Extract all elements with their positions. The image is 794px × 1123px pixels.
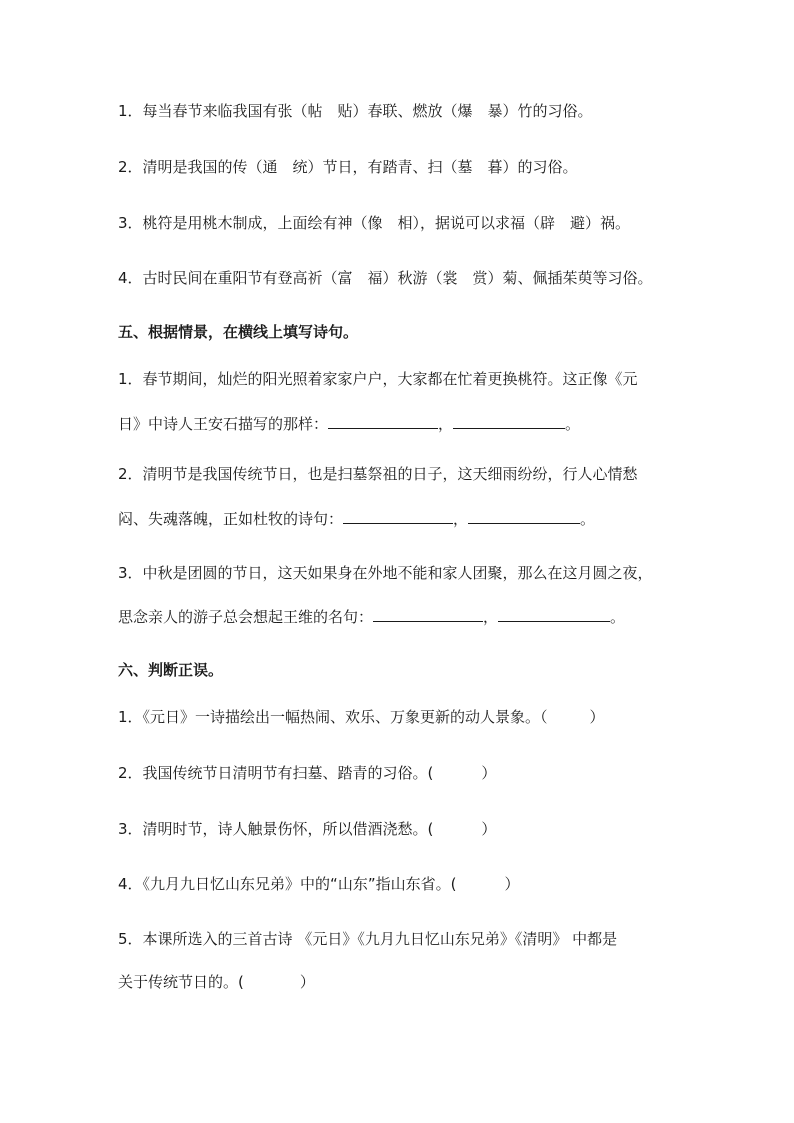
poem-fill-question-3-line1: 3．中秋是团圆的节日，这天如果身在外地不能和家人团聚，那么在这月圆之夜，: [118, 564, 653, 582]
true-false-question-5-line1: 5．本课所选入的三首古诗 《元日》《九月九日忆山东兄弟》《清明》 中都是: [118, 930, 618, 948]
char-choice-question-4: 4．古时民间在重阳节有登高祈（富 福）秋游（裳 赏）菊、佩插茱萸等习俗。: [118, 269, 653, 287]
poem-answer-blank[interactable]: [343, 508, 453, 524]
true-false-question-5-line2: 关于传统节日的。( ）: [118, 973, 315, 991]
poem-fill-question-1-line1: 1．春节期间，灿烂的阳光照着家家户户，大家都在忙着更换桃符。这正像《元: [118, 370, 638, 388]
poem-fill-question-3-line2: 思念亲人的游子总会想起王维的名句： ， 。: [118, 608, 626, 626]
true-false-question-3: 3．清明时节，诗人触景伤怀，所以借酒浇愁。( ）: [118, 820, 497, 838]
poem-answer-blank[interactable]: [498, 606, 610, 622]
poem-fill-question-2-line1: 2．清明节是我国传统节日，也是扫墓祭祖的日子，这天细雨纷纷，行人心情愁: [118, 465, 638, 483]
poem-answer-blank[interactable]: [468, 508, 580, 524]
poem-answer-blank[interactable]: [373, 606, 483, 622]
char-choice-question-2: 2．清明是我国的传（通 统）节日，有踏青、扫（墓 暮）的习俗。: [118, 158, 578, 176]
poem-fill-question-2-line2: 闷、失魂落魄，正如杜牧的诗句： ， 。: [118, 510, 596, 528]
true-false-question-4: 4．《九月九日忆山东兄弟》中的“山东”指山东省。( ）: [118, 875, 520, 893]
char-choice-question-3: 3．桃符是用桃木制成，上面绘有神（像 相），据说可以求福（辟 避）祸。: [118, 214, 631, 232]
poem-fill-question-1-line2: 日》中诗人王安石描写的那样： ， 。: [118, 415, 581, 433]
poem-answer-blank[interactable]: [453, 413, 565, 429]
section-six-heading: 六、判断正误。: [118, 661, 224, 679]
true-false-question-2: 2．我国传统节日清明节有扫墓、踏青的习俗。( ）: [118, 764, 497, 782]
section-five-heading: 五、根据情景，在横线上填写诗句。: [118, 323, 359, 341]
char-choice-question-1: 1．每当春节来临我国有张（帖 贴）春联、燃放（爆 暴）竹的习俗。: [118, 102, 593, 120]
true-false-question-1: 1．《元日》一诗描绘出一幅热闹、欢乐、万象更新的动人景象。（ ）: [118, 708, 605, 726]
poem-answer-blank[interactable]: [328, 413, 438, 429]
